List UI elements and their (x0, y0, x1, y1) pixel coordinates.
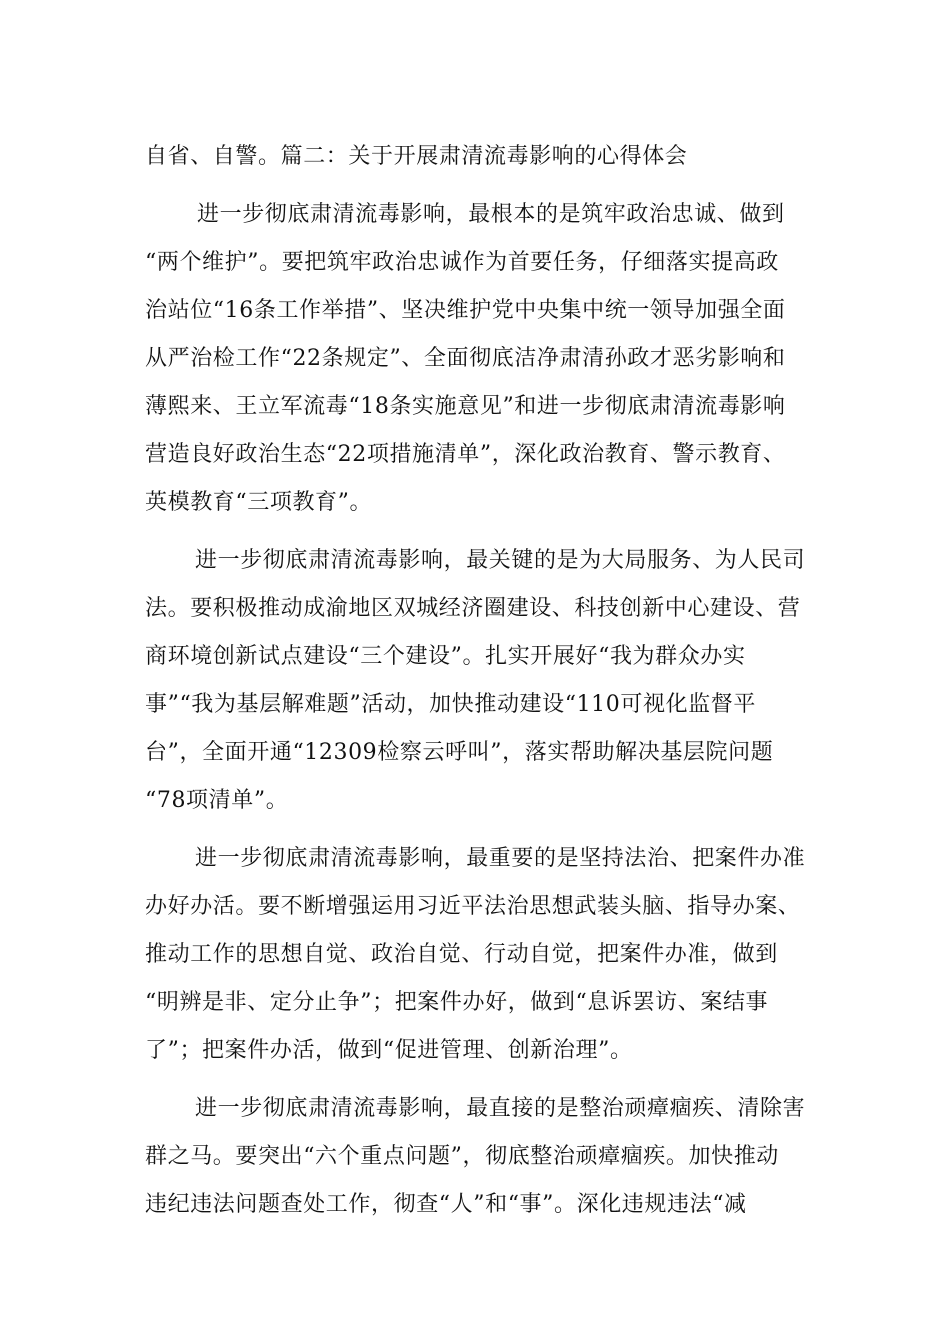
paragraph-gap (145, 825, 810, 835)
paragraph-gap (145, 527, 810, 537)
paragraph-gap (145, 1075, 810, 1085)
text-line: “两个维护”。要把筑牢政治忠诚作为首要任务，仔细落实提高政 (145, 250, 779, 275)
text-line: 进一步彻底肃清流毒影响，最直接的是整治顽瘴痼疾、清除害 (195, 1096, 806, 1121)
text-line: 了”；把案件办活，做到“促进管理、创新治理”。 (145, 1038, 633, 1063)
text-line: “78项清单”。 (145, 788, 289, 813)
text-line: 进一步彻底肃清流毒影响，最关键的是为大局服务、为人民司 (195, 548, 806, 573)
text-line: 英模教育“三项教育”。 (145, 490, 373, 515)
text-line: 营造良好政治生态“22项措施清单”，深化政治教育、警示教育、 (145, 442, 786, 467)
text-line: 推动工作的思想自觉、政治自觉、行动自觉，把案件办准，做到 (145, 942, 778, 967)
text-line: 台”，全面开通“12309检察云呼叫”，落实帮助解决基层院问题 (145, 740, 774, 765)
text-line: 治站位“16条工作举措”、坚决维护党中央集中统一领导加强全面 (145, 298, 786, 323)
document-body (145, 133, 810, 1229)
text-line: 进一步彻底肃清流毒影响，最重要的是坚持法治、把案件办准 (195, 846, 806, 871)
text-line: 群之马。要突出“六个重点问题”，彻底整治顽瘴痼疾。加快推动 (145, 1144, 779, 1169)
text-line: 法。要积极推动成渝地区双城经济圈建设、科技创新中心建设、营 (145, 596, 801, 621)
text-line: 商环境创新试点建设“三个建设”。扎实开展好“我为群众办实 (145, 644, 746, 669)
text-line: “明辨是非、定分止争”；把案件办好，做到“息诉罢访、案结事 (145, 990, 769, 1015)
text-line: 事”“我为基层解难题”活动，加快推动建设“110可视化监督平 (145, 692, 756, 717)
paragraph-gap (145, 181, 810, 191)
text-line: 办好办活。要不断增强运用习近平法治思想武装头脑、指导办案、 (145, 894, 801, 919)
text-line: 薄熙来、王立军流毒“18条实施意见”和进一步彻底肃清流毒影响 (145, 394, 786, 419)
text-line: 自省、自警。篇二：关于开展肃清流毒影响的心得体会 (145, 144, 688, 169)
text-line: 进一步彻底肃清流毒影响，最根本的是筑牢政治忠诚、做到 (197, 202, 785, 227)
text-line: 从严治检工作“22条规定”、全面彻底洁净肃清孙政才恶劣影响和 (145, 346, 786, 371)
text-line: 违纪违法问题查处工作，彻查“人”和“事”。深化违规违法“减 (145, 1192, 747, 1217)
